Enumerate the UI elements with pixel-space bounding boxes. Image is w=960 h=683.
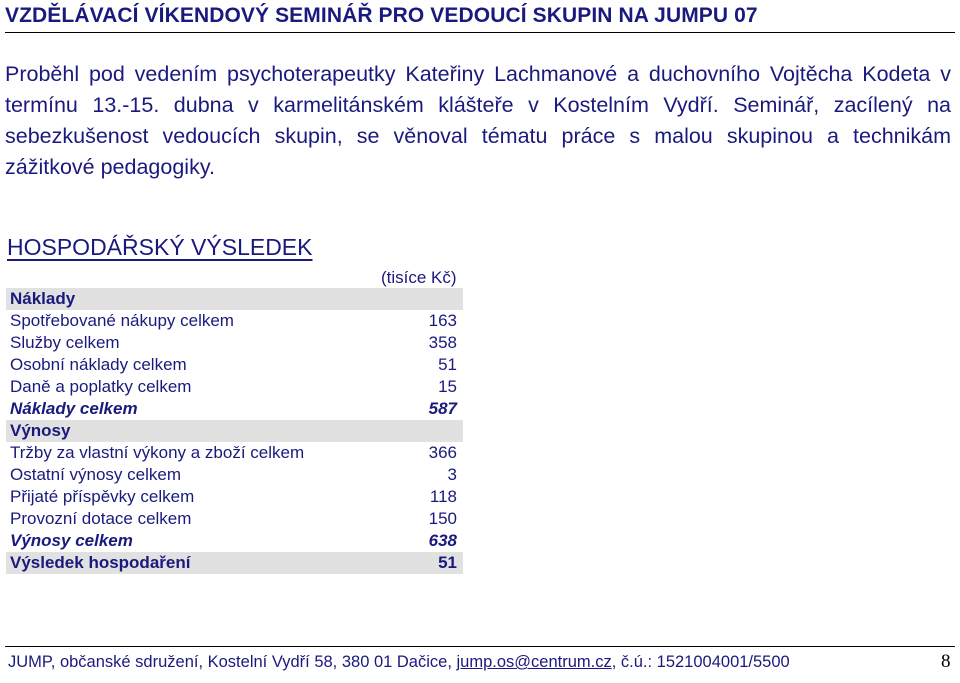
row-label: Osobní náklady celkem: [10, 355, 187, 374]
table-row: [6, 354, 463, 376]
page-number: 8: [941, 651, 951, 672]
table-row: [6, 310, 463, 332]
table-row: [6, 332, 463, 354]
table-row: [6, 508, 463, 530]
table-row-revenue-header: [6, 420, 463, 442]
row-value: 163: [428, 311, 457, 330]
row-label: Daně a poplatky celkem: [10, 377, 192, 396]
row-value: 587: [428, 399, 457, 418]
row-label: Spotřebované nákupy celkem: [10, 311, 234, 330]
row-value: [411, 288, 463, 310]
financial-result-heading: HOSPODÁŘSKÝ VÝSLEDEK: [7, 234, 313, 260]
row-value: 15: [438, 377, 457, 396]
title-underline: [5, 32, 955, 33]
footer-email-link[interactable]: jump.os@centrum.cz: [456, 653, 612, 671]
table-row-net-result: [6, 552, 463, 574]
row-value: 366: [428, 443, 457, 462]
row-value: 150: [428, 509, 457, 528]
row-value: 51: [411, 552, 463, 574]
row-label: Přijaté příspěvky celkem: [10, 487, 195, 506]
row-value: 3: [447, 465, 457, 484]
financial-result-table: [6, 288, 463, 574]
footer-address: JUMP, občanské sdružení, Kostelní Vydří 58, 380 01 Dačice,: [8, 653, 457, 671]
row-label: Náklady celkem: [10, 399, 138, 418]
intro-paragraph: Proběhl pod vedením psychoterapeutky Kateřiny Lachmanové a duchovního Vojtěcha Kodeta v termínu 13.-15. dubna v karmelitánském klášteře v Kostelním Vydří. Seminář, zacílený na sebezkušenost vedoucích skupin, se věnoval tématu práce s malou skupinou a technikám zážitkové pedagogiky.: [5, 62, 951, 179]
table-row-costs-total: [6, 398, 463, 420]
table-row-costs-header: [6, 288, 463, 310]
row-label: Výnosy: [6, 420, 411, 442]
row-label: Náklady: [6, 288, 411, 310]
row-label: Služby celkem: [10, 333, 120, 352]
row-value: 358: [428, 333, 457, 352]
table-row: [6, 442, 463, 464]
row-label: Ostatní výnosy celkem: [10, 465, 182, 484]
row-value: 118: [429, 487, 457, 506]
row-label: Výnosy celkem: [10, 531, 133, 550]
row-label: Provozní dotace celkem: [10, 509, 192, 528]
row-label: Tržby za vlastní výkony a zboží celkem: [10, 443, 305, 462]
row-value: 638: [428, 531, 457, 550]
footer-divider: [5, 646, 955, 647]
footer: [8, 653, 790, 672]
row-value: [411, 420, 463, 442]
seminar-title: VZDĚLÁVACÍ VÍKENDOVÝ SEMINÁŘ PRO VEDOUCÍ SKUPIN NA JUMPU 07: [5, 4, 758, 27]
table-row-revenue-total: [6, 530, 463, 552]
row-value: 51: [438, 355, 457, 374]
footer-bank-account: , č.ú.: 1521004001/5500: [611, 653, 790, 671]
table-row: [6, 486, 463, 508]
row-label: Výsledek hospodaření: [6, 552, 411, 574]
table-row: [6, 376, 463, 398]
unit-note: (tisíce Kč): [381, 268, 457, 287]
table-row: [6, 464, 463, 486]
